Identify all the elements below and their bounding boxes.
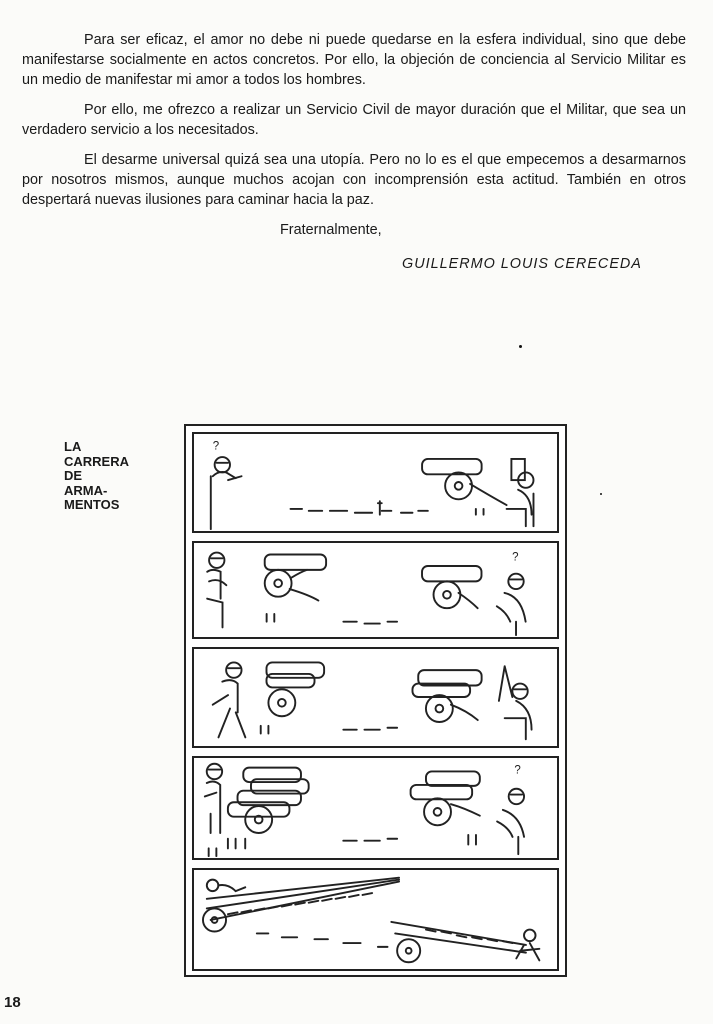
ink-speck bbox=[519, 345, 522, 348]
page-number: 18 bbox=[4, 994, 21, 1011]
letter-body bbox=[22, 30, 686, 274]
svg-text:?: ? bbox=[514, 764, 521, 777]
svg-text:?: ? bbox=[212, 440, 220, 453]
cartoon-panel-5 bbox=[192, 868, 559, 971]
paragraph-disarmament: El desarme universal quizá sea una utopía. Pero no lo es el que empecemos a desarmarnos por nosotros mismos, aunque muchos acojan con incomprensión esta actitud. También en otros despertará nuevas ilusiones para caminar hacia la paz. bbox=[22, 152, 686, 208]
signature: GUILLERMO LOUIS CERECEDA bbox=[402, 256, 642, 272]
paragraph-civil-service: Por ello, me ofrezco a realizar un Servicio Civil de mayor duración que el Militar, que sea un verdadero servicio a los necesitados. bbox=[22, 102, 686, 138]
cartoon-title: LA CARRERA DE ARMA- MENTOS bbox=[64, 439, 129, 512]
cartoon-panel-1 bbox=[192, 432, 559, 533]
svg-text:?: ? bbox=[512, 551, 519, 564]
cartoon-panel-3 bbox=[192, 647, 559, 748]
cartoon-panel-2 bbox=[192, 541, 559, 639]
arms-race-cartoon bbox=[184, 424, 567, 977]
closing: Fraternalmente, bbox=[280, 222, 382, 238]
paragraph-love: Para ser eficaz, el amor no debe ni puede quedarse en la esfera individual, sino que debe manifestarse socialmente en actos concretos. Por ello, la objeción de conciencia al Servicio Militar es un medio de manifestar mi amor a todos los hombres. bbox=[22, 32, 686, 88]
cartoon-panel-4 bbox=[192, 756, 559, 860]
ink-speck bbox=[600, 493, 602, 495]
